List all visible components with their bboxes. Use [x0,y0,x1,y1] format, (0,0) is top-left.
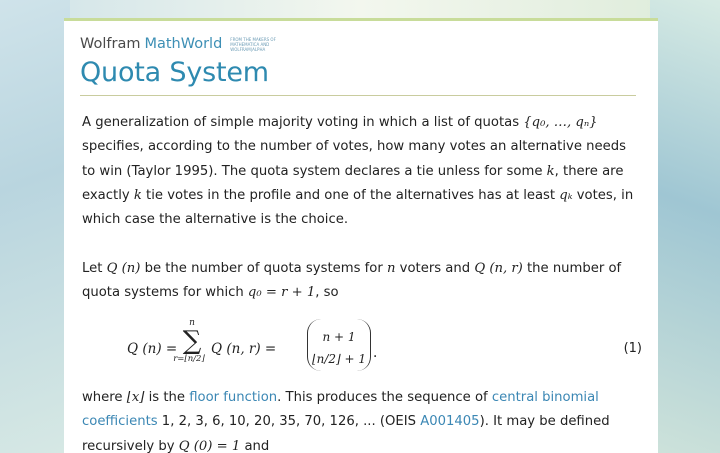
math-quota-list: {q₀, …, qₙ} [523,115,598,130]
math-k: k [133,187,142,203]
paragraph-sequence [82,386,642,453]
site-logo[interactable] [80,36,292,52]
logo-prefix: Wolfram [80,36,141,52]
math-n: n [386,261,396,276]
summation [173,318,207,364]
text-segment: be the number of quota systems for [140,261,387,276]
equation-1 [127,319,642,375]
equation-number: (1) [623,341,642,356]
text-segment: is the [144,390,190,405]
text-segment: tie votes in the profile and one of the alternatives has at least [141,187,560,203]
background-left-panel [0,0,70,453]
background-right-panel [650,0,720,453]
text-segment: votes, in which case the alternative is the choice. [82,187,634,228]
math-Qnr: Q (n, r) [474,261,523,276]
math-qk: qₖ [559,187,573,203]
text-segment: Let [82,261,107,276]
title-divider [80,95,636,96]
math-Qn: Q (n) [106,261,141,276]
sum-upper-limit: n [189,318,195,328]
page-title: Quota System [80,57,269,88]
equation-middle: Q (n, r) = [211,341,277,357]
text-segment: A generalization of simple majority voting in which a list of quotas [82,115,524,130]
paragraph-definition [82,111,642,232]
math-k: k [546,163,555,179]
article-body [82,111,642,453]
text-segment: specifies, according to the number of votes, how many votes an alternative needs to win (Taylor 1995). The quota system declares a tie unless for some [82,139,626,179]
text-segment: where [82,390,127,405]
binom-bottom: ⌊n/2⌋ + 1 [311,352,367,366]
link-floor-function[interactable]: floor function [189,390,278,405]
link-central-binomial-coefficients[interactable]: central binomial coefficients [82,390,599,430]
text-segment: , there are exactly [82,163,624,203]
text-segment: the number of quota systems for which [82,261,622,301]
article-page [64,18,658,453]
sum-lower-limit: r=⌊n/2⌋ [173,354,205,364]
binomial-coefficient [307,319,371,371]
sigma-icon: ∑ [182,326,202,356]
text-segment: ). It may be defined recursively by [82,414,610,453]
logo-name: MathWorld [144,36,223,52]
math-floor: ⌊x⌋ [126,390,145,405]
text-segment: . This produces the sequence of [277,390,492,405]
text-segment: , so [315,285,339,301]
math-q0-eq: q₀ = r + 1 [247,285,316,301]
equation-terminator: . [373,345,378,361]
math-Q0: Q (0) = 1 [178,438,241,453]
text-segment: voters and [395,261,475,276]
logo-tagline: FROM THE MAKERS OF MATHEMATICA AND WOLFRAM|ALPHA [230,36,276,52]
paragraph-count [82,257,642,306]
link-oeis-a001405[interactable]: A001405 [420,414,480,430]
binom-top: n + 1 [322,330,356,344]
text-segment: and [240,438,270,453]
equation-lhs: Q (n) = [127,341,178,357]
text-segment: 1, 2, 3, 6, 10, 20, 35, 70, 126, ... (OEIS [157,414,421,430]
